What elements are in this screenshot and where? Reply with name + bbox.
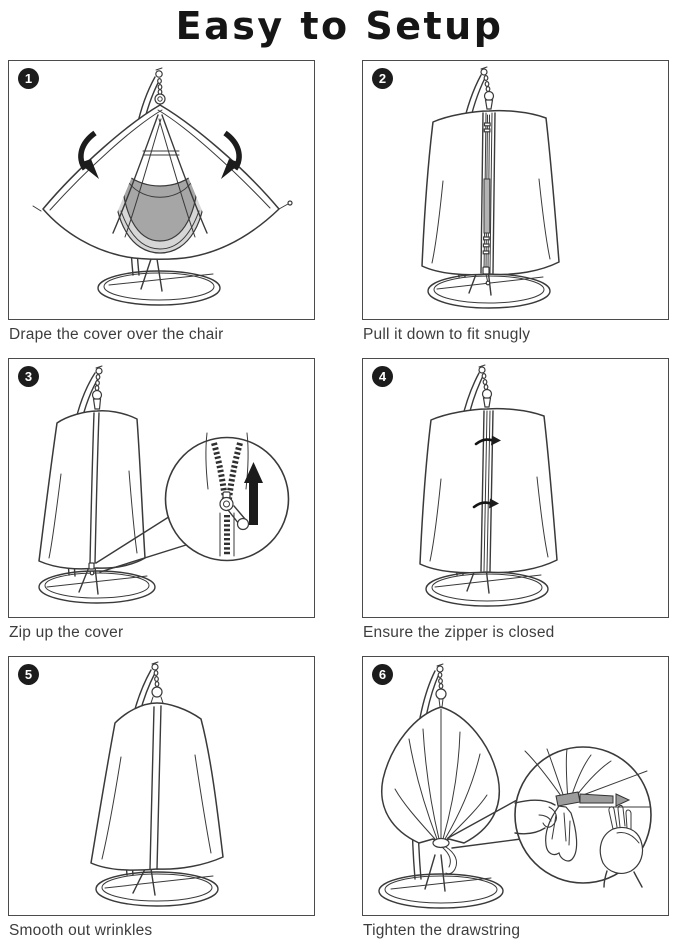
step-1-caption: Drape the cover over the chair: [9, 326, 224, 343]
step-3: [8, 358, 315, 656]
step-2-caption: Pull it down to fit snugly: [363, 326, 531, 343]
step-3-illustration zip-up-magnifier-icon: [9, 359, 313, 616]
stand-base: [379, 855, 503, 908]
drawstring-cord: [580, 794, 613, 803]
step-4: [362, 358, 669, 656]
step-4-illustration closed-zipper-icon: [363, 359, 667, 616]
step-5-panel: [8, 656, 315, 916]
stand-base: [96, 869, 218, 906]
steps-grid: [8, 60, 670, 944]
step-1-illustration cover-draped-icon: [9, 61, 313, 318]
step-3-caption: Zip up the cover: [9, 624, 124, 641]
cover: [39, 411, 145, 575]
step-2: [362, 60, 669, 358]
step-3-panel: [8, 358, 315, 618]
step-4-caption: Ensure the zipper is closed: [363, 624, 555, 641]
hanging-chain: [150, 671, 164, 706]
step-5-number-badge: 5: [18, 664, 39, 685]
cinched-cover: [382, 707, 500, 874]
step-2-panel: [362, 60, 669, 320]
step-1-number-badge: 1: [18, 68, 39, 89]
step-5: [8, 656, 315, 944]
page-title: Easy to Setup: [175, 4, 504, 48]
step-4-panel: [362, 358, 669, 618]
hanging-chain: [484, 76, 493, 109]
step-3-number-badge: 3: [18, 366, 39, 387]
cover: [91, 703, 223, 870]
step-5-illustration smooth-cover-icon: [9, 657, 313, 914]
step-6: [362, 656, 669, 944]
step-6-number-badge: 6: [372, 664, 393, 685]
step-1-panel: [8, 60, 315, 320]
stand-base: [39, 567, 155, 603]
magnifier-circle drawstring-detail: [515, 747, 651, 887]
step-2-number-badge: 2: [372, 68, 393, 89]
magnifier-circle zipper-detail: [166, 433, 289, 561]
step-5-caption: Smooth out wrinkles: [9, 922, 153, 939]
step-6-caption: Tighten the drawstring: [363, 922, 521, 939]
step-6-panel: [362, 656, 669, 916]
hanging-chain: [482, 374, 491, 407]
step-2-illustration cover-pulled-down-icon: [363, 61, 667, 318]
stand-base: [98, 259, 220, 305]
step-1: [8, 60, 315, 358]
step-6-illustration drawstring-magnifier-icon: [363, 657, 667, 914]
step-4-number-badge: 4: [372, 366, 393, 387]
hanging-chain: [93, 375, 102, 409]
